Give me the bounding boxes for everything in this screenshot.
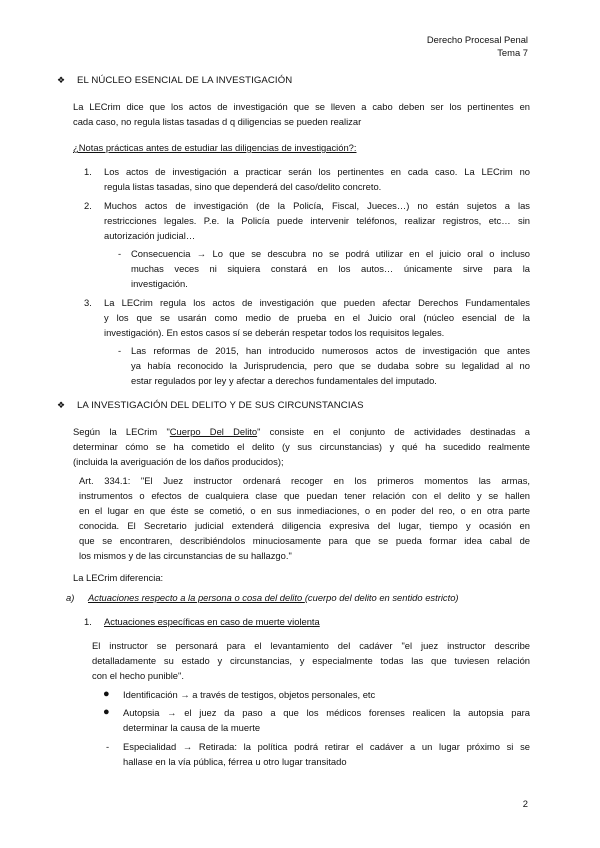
- diamond-bullet-icon: ❖: [57, 75, 66, 85]
- quote-line: que se encontraren, describiéndolos minuciosamente para que se pueda formar idea cabal de: [79, 535, 530, 546]
- subsection-a-title: Actuaciones respecto a la persona o cosa del delito: [88, 592, 305, 603]
- list-item-line: Muchos actos de investigación (de la Policía, Fiscal, Jueces…) no están sujetos a las: [104, 200, 530, 211]
- list-item-line: y los que se usarán como medio de prueba en el Juicio oral (núcleo esencial de la: [104, 312, 530, 323]
- list-item-line: regula listas tasadas, sino que dependerá del caso/delito concreto.: [104, 181, 382, 192]
- notes-heading: ¿Notas prácticas antes de estudiar las diligencias de investigación?:: [73, 142, 357, 153]
- round-bullet-icon: ●: [103, 706, 110, 718]
- list-number: 2.: [84, 200, 92, 211]
- paragraph-line: cada caso, no regula listas tasadas d q diligencias se pueden realizar: [73, 116, 362, 127]
- subsection-a-note: (cuerpo del delito en sentido estricto): [304, 592, 459, 603]
- term-cuerpo-del-delito: Cuerpo Del Delito: [169, 426, 258, 437]
- list-item-line: restricciones legales. P.e. la Policía puede intervenir teléfonos, realizar registros, etc… sin: [104, 215, 530, 226]
- case-title: Actuaciones específicas en caso de muerte violenta: [104, 616, 320, 627]
- bullet-line: Especialidad → Retirada: la política podrá retirar el cadáver a un lugar próximo si se: [123, 741, 530, 752]
- subsection-a: [88, 590, 459, 606]
- dash-bullet: -: [118, 248, 122, 259]
- sub-item-line: investigación.: [131, 278, 188, 289]
- topic-name: Tema 7: [497, 47, 528, 58]
- bullet-line: hallase en la vía pública, férrea u otro lugar transitado: [123, 756, 347, 767]
- diamond-bullet-icon: ❖: [57, 400, 66, 410]
- list-item-line: Los actos de investigación a practicar serán los pertinentes en cada caso. La LECrim no: [104, 166, 530, 177]
- quote-line: en el lugar en que éste se cometió, o en sus inmediaciones, o en poder del reo, o en otra parte: [79, 505, 530, 516]
- quote-line: los mismos y de las circunstancias de su hallazgo.": [79, 550, 292, 561]
- paragraph-line: detalladamente su estado y circunstancias, y especialmente todas las que tuviesen relación: [92, 655, 530, 666]
- page-header: [427, 33, 528, 59]
- dash-bullet: -: [106, 741, 110, 752]
- list-item-line: La LECrim regula los actos de investigación que pueden afectar Derechos Fundamentales: [104, 297, 530, 308]
- bullet-line: Autopsia → el juez da paso a que los médicos forenses realicen la autopsia para: [123, 707, 530, 718]
- quote-line: instrumentos o efectos de cualquiera clase que puedan tener relación con el delito y se hallen: [79, 490, 530, 501]
- list-number: 3.: [84, 297, 92, 308]
- sub-item-line: Consecuencia → Lo que se descubra no se podrá utilizar en el juicio oral o incluso: [131, 248, 530, 259]
- paragraph-line: [73, 424, 530, 440]
- quote-line: conocida. El Secretario judicial extenderá diligencia expresiva del lugar, tiempo y ocasión en: [79, 520, 530, 531]
- round-bullet-icon: ●: [103, 688, 110, 700]
- sub-item-line: muchas veces ni siquiera constará en los autos… únicamente sirve para la: [131, 263, 530, 274]
- paragraph-line: con el hecho punible".: [92, 670, 184, 681]
- paragraph-line: La LECrim diferencia:: [73, 572, 164, 583]
- sub-item-line: estar regulados por ley y afectar a derechos fundamentales del imputado.: [131, 375, 437, 386]
- paragraph-line: La LECrim dice que los actos de investigación que se lleven a cabo deben ser los pertinentes en: [73, 101, 530, 112]
- sub-item-line: Las reformas de 2015, han introducido numerosos actos de investigación que antes: [131, 345, 530, 356]
- sub-item-line: ya había reconocido la Jurisprudencia, pero que se dudaba sobre su legalidad al no: [131, 360, 530, 371]
- list-number: 1.: [84, 616, 92, 627]
- list-item-line: investigación). En estos casos sí se deberán respetar todos los requisitos legales.: [104, 327, 445, 338]
- section-heading: EL NÚCLEO ESENCIAL DE LA INVESTIGACIÓN: [77, 75, 293, 86]
- list-item-line: autorización judicial…: [104, 230, 196, 241]
- paragraph-line: determinar cómo se ha cometido el delito (y sus circunstancias) y qué ha sucedido realmente: [73, 441, 530, 452]
- paragraph-prefix: Según la LECrim ": [73, 426, 170, 437]
- bullet-line: determinar la causa de la muerte: [123, 722, 261, 733]
- list-letter: a): [66, 592, 75, 603]
- dash-bullet: -: [118, 345, 122, 356]
- page-number: 2: [522, 798, 528, 809]
- section-heading: LA INVESTIGACIÓN DEL DELITO Y DE SUS CIRCUNSTANCIAS: [77, 400, 364, 411]
- list-number: 1.: [84, 166, 92, 177]
- paragraph-rest: " consiste en el conjunto de actividades destinadas a: [257, 426, 530, 437]
- paragraph-line: El instructor se personará para el levantamiento del cadáver "el juez instructor describe: [92, 640, 530, 651]
- course-name: Derecho Procesal Penal: [426, 34, 528, 45]
- bullet-line: Identificación → a través de testigos, objetos personales, etc: [123, 689, 376, 700]
- paragraph-line: (incluida la averiguación de los daños producidos);: [73, 456, 284, 467]
- quote-line: Art. 334.1: "El Juez instructor ordenará recoger en los primeros momentos las armas,: [79, 475, 530, 486]
